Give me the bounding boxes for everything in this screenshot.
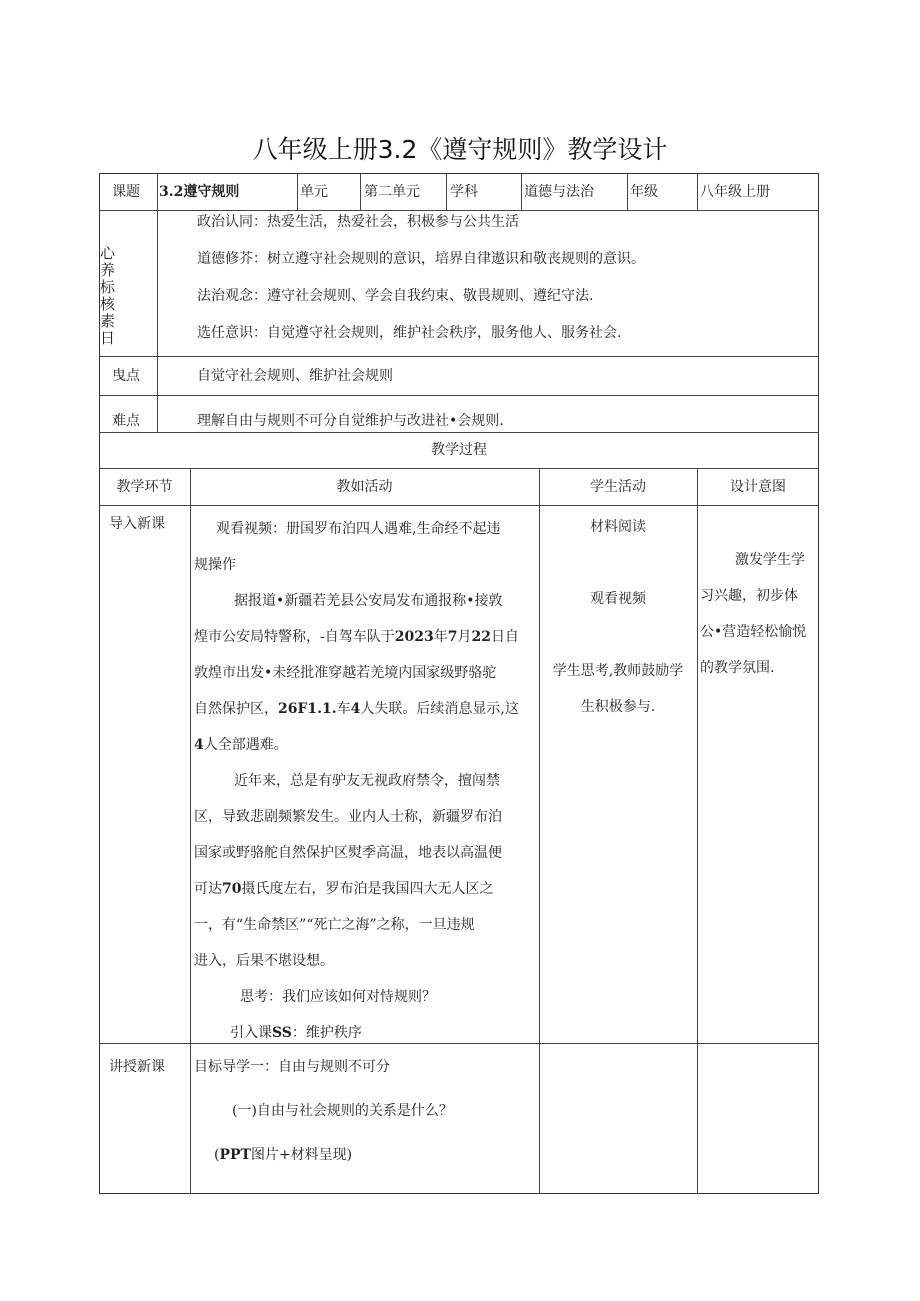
text-run: ：维护秩序 — [291, 1025, 362, 1041]
text-line: 国家或野骆舵自然保护区熨季高温，地表以高温便 — [194, 845, 502, 861]
student-activity: 材料阅读 — [590, 519, 646, 535]
subject-label: 学科 — [450, 184, 478, 200]
unit-value: 第二单元 — [364, 184, 420, 200]
text-run: 人全部遇难。 — [203, 737, 288, 753]
difficulty-label: 难点 — [112, 413, 140, 429]
text-line — [194, 1015, 538, 1051]
text-run: 日自 — [490, 629, 519, 645]
text-run: 2023 — [394, 629, 434, 645]
col-divider — [446, 173, 447, 210]
row-divider — [99, 356, 819, 357]
literacy-item: 道德修芥：树立遵守社会规则的意识，培界自律遨识和敬丧规则的意识。 — [197, 251, 645, 267]
col-intent-header: 设计意图 — [730, 479, 786, 495]
stage-lecture: 讲授新课 — [109, 1059, 165, 1075]
intro-teacher-activity — [194, 511, 538, 1051]
text-run: 月 — [457, 629, 472, 645]
design-intent: 习兴趣，初步体 — [700, 588, 798, 604]
student-activity: 观看视频 — [590, 591, 646, 607]
col-divider — [157, 173, 158, 432]
grade-value: 八年级上册 — [700, 184, 770, 200]
row-divider — [99, 210, 819, 211]
process-heading: 教学过程 — [431, 442, 487, 458]
text-line: 区，导致悲剧频繁发生。业内人士称，新疆罗布泊 — [194, 809, 502, 825]
row-divider — [99, 395, 819, 396]
literacy-item: 法治观念：遵守社会规则、学会自我约束、敬畏规则、遵纪守法. — [197, 288, 594, 304]
text-line: 思考：我们应该如何对恃规则？ — [240, 989, 436, 1005]
col-teacher-header: 教如活动 — [336, 479, 393, 495]
col-divider — [697, 173, 698, 210]
literacy-label: 心养标核素日 — [100, 244, 116, 347]
text-line — [194, 619, 538, 655]
col-divider — [190, 468, 191, 1194]
text-line: 近年来，总是有驴友无视政府禁令，擅闯禁 — [234, 773, 500, 789]
text-run: 26F1.1. — [278, 701, 337, 717]
col-divider — [697, 468, 698, 1194]
col-student-header: 学生活动 — [590, 479, 646, 495]
text-run: 4 — [194, 737, 204, 753]
text-line — [194, 871, 538, 907]
text-run: SS — [272, 1025, 292, 1041]
stage-intro: 导入新课 — [109, 516, 165, 532]
col-divider — [539, 468, 540, 1194]
text-line: 规操作 — [194, 557, 236, 573]
text-line: 进入，后果不堪设想。 — [194, 953, 334, 969]
text-run: 煌市公安局特警称，-自驾车队于 — [194, 629, 395, 645]
row-divider — [99, 468, 819, 469]
literacy-item: 选任意识：自觉遵守社会规则，维护社会秩序，服务他人、服务社会. — [197, 325, 622, 341]
text-run: 自然保护区， — [194, 701, 278, 717]
text-line — [194, 727, 538, 763]
col-divider — [360, 173, 361, 210]
text-line: 据报道•新疆若羌县公安局发布通报称•接敦 — [234, 593, 503, 609]
text-run: 年 — [433, 629, 448, 645]
text-run: 车 — [336, 701, 351, 717]
text-run: 人失联。后续消息显示,这 — [360, 701, 519, 717]
row-divider — [99, 432, 819, 433]
text-run: 22 — [471, 629, 491, 645]
lecture-goal: 目标导学一：自由与规则不可分 — [194, 1059, 390, 1075]
text-run: 摄氏度左右，罗布泊是我国四大无人区之 — [241, 881, 494, 897]
key-point-value: 自觉守社会规则、维护社会规则 — [197, 368, 393, 384]
subject-value: 道德与法治 — [524, 184, 594, 200]
text-line — [194, 691, 538, 727]
design-intent: 公•营造轻松愉悦 — [700, 624, 807, 640]
literacy-item: 政治认同：热爱生活，热爱社会，积极参与公共生活 — [197, 214, 519, 230]
col-stage-header: 教学环节 — [116, 479, 173, 495]
grade-label: 年级 — [630, 184, 658, 200]
text-run: 7 — [447, 629, 458, 645]
text-run: ( — [214, 1147, 220, 1163]
topic-label: 课题 — [112, 184, 140, 200]
text-run: 可达 — [194, 881, 222, 897]
col-divider — [521, 173, 522, 210]
text-line: 敦煌市出发•未经批准穿越若羌境内国家级野骆驼 — [194, 665, 497, 681]
key-point-label: 曳点 — [112, 368, 140, 384]
topic-value: 3.2遵守规则 — [159, 184, 240, 200]
col-divider — [627, 173, 628, 210]
document-title: 八年级上册3.2《遵守规则》教学设计 — [252, 135, 668, 164]
text-run: 70 — [222, 881, 242, 897]
col-divider — [297, 173, 298, 210]
design-intent: 的教学氛围. — [700, 660, 775, 676]
difficulty-value: 理解自由与规则不可分自觉维护与改进社•会规则. — [197, 413, 504, 429]
lecture-ppt-note — [214, 1145, 352, 1165]
unit-label: 单元 — [300, 184, 328, 200]
student-activity: 学生思考,教师鼓励学 — [552, 663, 684, 679]
text-line: 一，有“生命禁区”“死亡之海”之称，一旦违规 — [194, 917, 475, 933]
text-run: PPT — [219, 1147, 251, 1163]
text-line: 观看视频：册国罗布泊四人遇难,生命经不起违 — [216, 521, 501, 537]
student-activity: 生积极参与. — [580, 699, 656, 715]
text-run: 4 — [350, 701, 361, 717]
design-intent: 激发学生学 — [735, 552, 805, 568]
text-run: 引入课 — [230, 1025, 272, 1041]
lecture-question: (一)自由与社会规则的关系是什么？ — [232, 1103, 453, 1119]
text-run: 图片+材料呈现) — [250, 1147, 353, 1163]
row-divider — [99, 505, 819, 506]
